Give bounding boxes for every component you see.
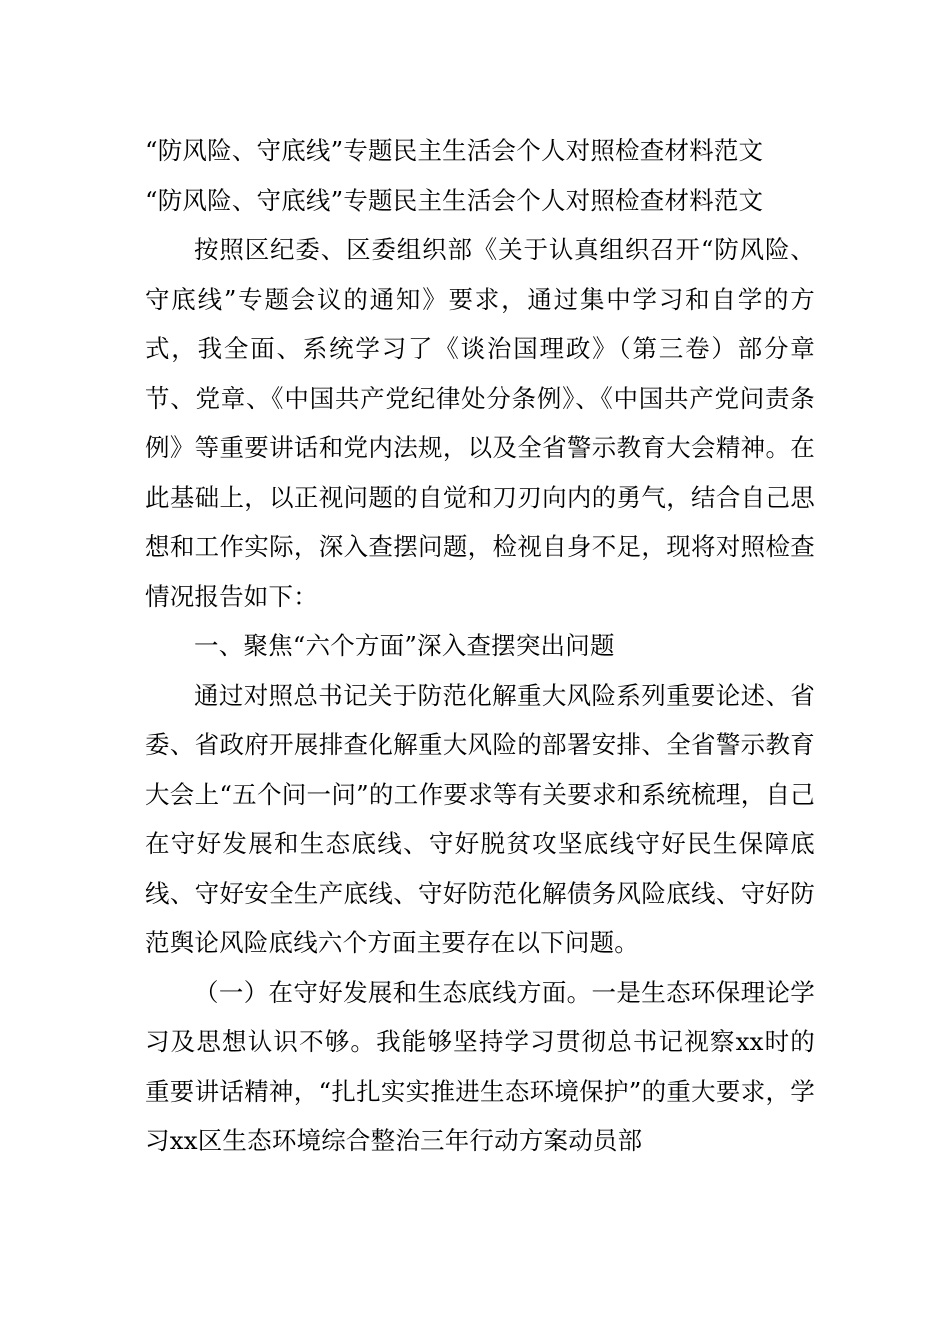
body-paragraph: 通过对照总书记关于防范化解重大风险系列重要论述、省委、省政府开展排查化解重大风险的部署安排、全省警示教育大会上“五个问一问”的工作要求等有关要求和系统梳理，自己在守好发展和生态底线、守好脱贫攻坚底线守好民生保障底线、守好安全生产底线、守好防范化解债务风险底线、守好防范舆论风险底线六个方面主要存在以下问题。 [145,680,815,957]
intro-paragraph: 按照区纪委、区委组织部《关于认真组织召开“防风险、守底线”专题会议的通知》要求，通过集中学习和自学的方式，我全面、系统学习了《谈治国理政》（第三卷）部分章节、党章、《中国共产党纪律处分条例》、《中国共产党问责条例》等重要讲话和党内法规，以及全省警示教育大会精神。在此基础上，以正视问题的自觉和刀刃向内的勇气，结合自己思想和工作实际，深入查摆问题，检视自身不足，现将对照检查情况报告如下： [145,235,815,611]
document-title: “防风险、守底线”专题民主生活会个人对照检查材料范文 [145,136,764,165]
document-title-repeat: “防风险、守底线”专题民主生活会个人对照检查材料范文 [145,185,764,215]
section-heading: 一、聚焦“六个方面”深入查摆突出问题 [194,631,615,660]
subsection-paragraph: （一）在守好发展和生态底线方面。一是生态环保理论学习及思想认识不够。我能够坚持学习贯彻总书记视察xx时的重要讲话精神，“扎扎实实推进生态环境保护”的重大要求，学习xx区生态环境综合整治三年行动方案动员部 [145,977,815,1155]
document-body [145,126,815,1166]
